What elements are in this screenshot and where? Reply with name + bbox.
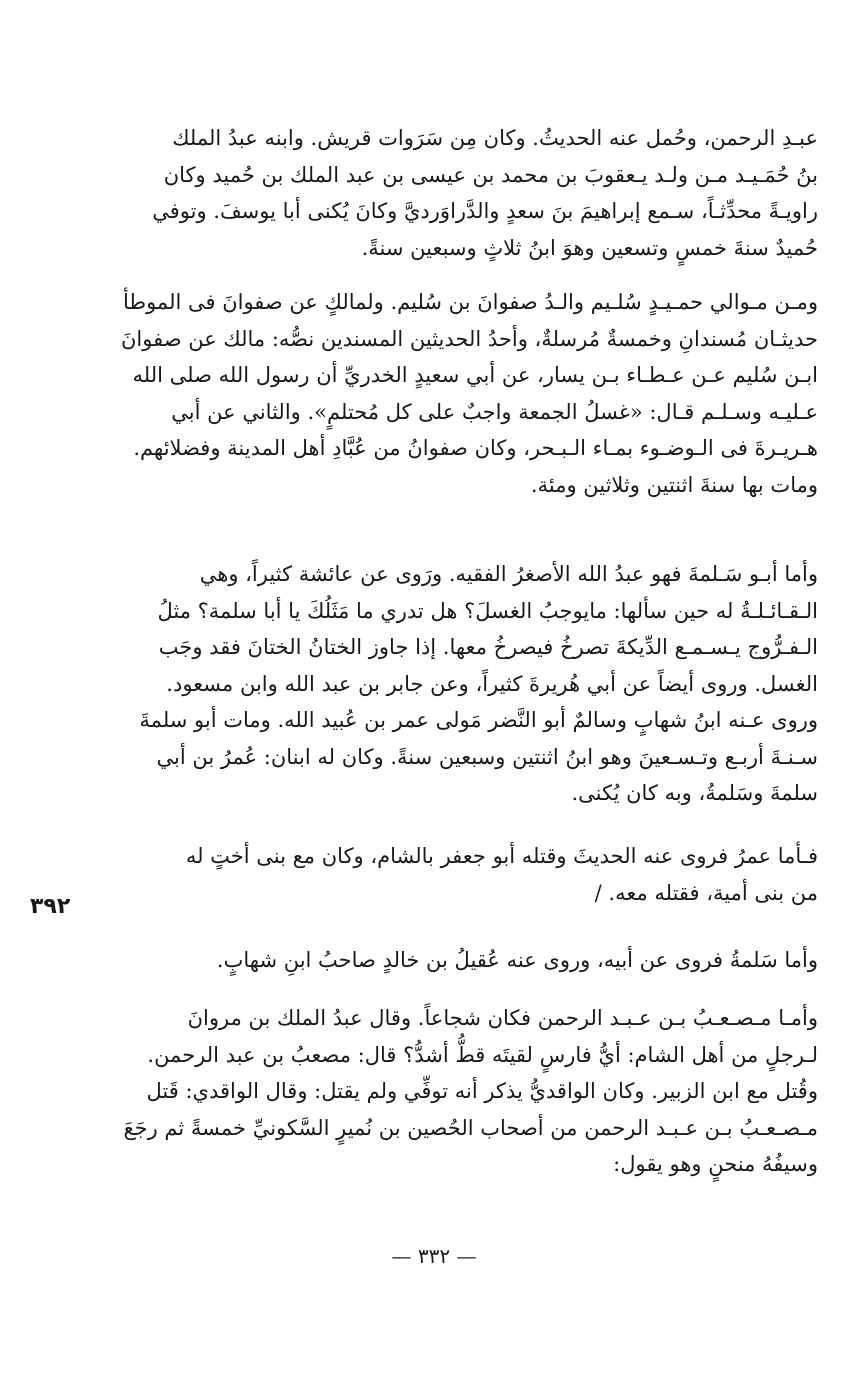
text-line: من بنى أمية، فقتله معه. / (594, 880, 818, 905)
paragraph-2 (100, 284, 818, 503)
text-line: وأما أبـو سَـلمةَ فهو عبدُ الله الأصغرُ الفقيه. ورَوى عن عائشة كثيراً، وهي (199, 562, 818, 586)
text-line: وقُتل مع ابن الزبير. وكان الواقديُّ يذكر أنه توفِّي ولم يقتل: وقال الواقدي: قَتل (146, 1079, 818, 1103)
text-line: وسيفُهُ منحنٍ وهو يقول: (613, 1152, 818, 1176)
text-line: لـرجلٍ من أهل الشام: أيُّ فارسٍ لقيتَه قطُّ أشدُّ؟ قال: مصعبُ بن عبد الرحمن. (147, 1042, 818, 1067)
text-line: راويـةً محدِّثـاً، سـمع إبراهيمَ بنَ سعدٍ والدَّراوَرديَّ وكانَ يُكنى أبا يوسفَ. وتوفي (152, 199, 818, 223)
text-line: ابـن سُليم عـن عـطـاء بـن يسار، عن أبي سعيدٍ الخدريِّ أن رسول الله صلى الله (132, 363, 818, 387)
text-line: عبـدِ الرحمن، وحُمل عنه الحديثُ. وكان مِن سَرَوات قريش. وابنه عبدُ الملك (172, 126, 818, 150)
text-line: مـصـعـبُ بـن عـبـد الرحمن من أصحاب الحُصين بن نُميرٍ السَّكونيِّ خمسةً ثم رجَعَ (123, 1115, 818, 1140)
text-line: عـليـه وسـلـم قـال: «غسلُ الجمعة واجبٌ على كل مُحتلمٍ». والثاني عن أبي (171, 399, 818, 424)
margin-page-reference: ٣٩٢ (30, 894, 71, 919)
text-line: وأمـا مـصـعـبُ بـن عـبـد الرحمن فكان شجاعاً. وقال عبدُ الملك بن مروانَ (187, 1006, 818, 1030)
text-line: الـفـرُّوج يـسـمـع الدِّيكةَ تصرخُ فيصرخُ معها. إذا جاوز الختانُ الختانَ فقد وجَب (158, 635, 818, 659)
text-line: سـنـةَ أربـع وتـسـعينَ وهو ابنُ اثنتين وسبعين سنةً. وكان له ابنان: عُمرُ بن أبي (156, 744, 818, 769)
text-line: حُميدٌ سنةَ خمسٍ وتسعين وهوَ ابنُ ثلاثٍ وسبعين سنةً. (361, 235, 818, 260)
text-line: هـريـرةَ فى الـوضـوء بمـاء الـبـحر، وكان صفوانُ من عُبَّادِ أهل المدينة وفضلائهم. (133, 436, 818, 460)
paragraph-1 (100, 120, 818, 266)
text-line: فـأما عمرُ فروى عنه الحديثَ وقتله أبو جعفر بالشام، وكان مع بنى أختٍ له (185, 844, 818, 868)
paragraph-4 (100, 838, 818, 911)
text-line: وأما سَلمةُ فروى عن أبيه، وروى عنه عُقيلُ بن خالدٍ صاحبُ ابنِ شهابٍ. (216, 948, 818, 972)
page-number: — ٣٣٢ — (391, 1244, 477, 1268)
text-line: حديثـان مُسندانِ وخمسةٌ مُرسلةٌ، وأحدُ الحديثين المسندين نصُّه: مالك عن صفوانَ (121, 326, 818, 351)
text-line: الغسل. وروى أيضاً عن أبي هُريرةَ كثيراً، وعن جابر بن عبد الله وابن مسعود. (166, 671, 818, 696)
text-line: سلمةَ وسَلمةُ، وبه كان يُكنى. (571, 781, 818, 805)
paragraph-3 (100, 556, 818, 812)
text-line: بنُ حُمَـيـد مـن ولـد يـعقوبَ بن محمد بن عيسى بن عبد الملك بن حُميد وكان (163, 162, 818, 187)
paragraph-5 (100, 942, 818, 979)
text-line: وروى عـنه ابنُ شهابٍ وسالمٌ أبو النَّضر مَولى عمر بن عُبيد الله. ومات أبو سلمةَ (139, 708, 818, 732)
text-line: ومـن مـوالي حمـيـدٍ سُلـيم والـدُ صفوانَ بن سُليم. ولمالكٍ عن صفوانَ فى الموطأ (122, 290, 818, 314)
text-line: الـقـائـلـةُ له حين سألها: مايوجبُ الغسلَ؟ هل تدري ما مَثَلُكَ يا أبا سلمة؟ مثلُ (157, 598, 818, 623)
paragraph-6 (100, 1000, 818, 1183)
text-line: ومات بها سنةَ اثنتين وثلاثين ومئة. (530, 472, 818, 497)
